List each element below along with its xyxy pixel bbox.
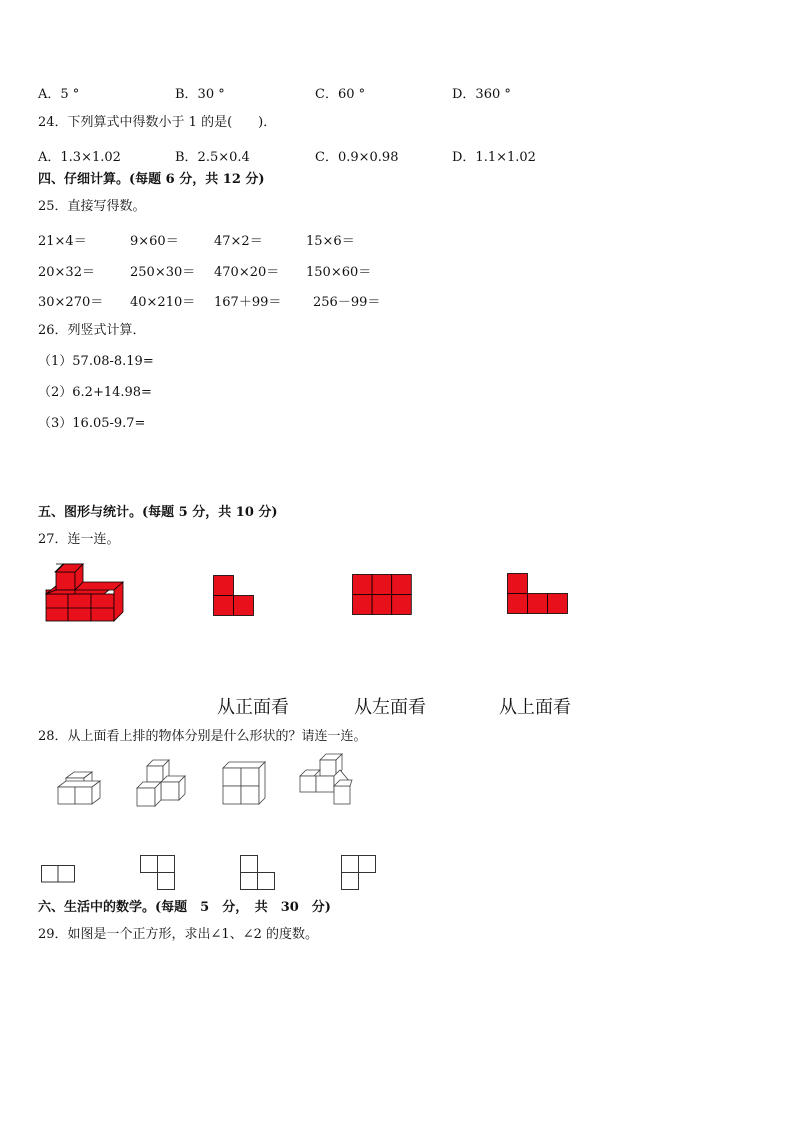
q25-cell: 167＋99＝ [214, 295, 282, 310]
q28-object-3 [223, 762, 267, 806]
q28-view-2 [140, 855, 176, 891]
q23-option-a[interactable]: A．5 ° [38, 87, 80, 102]
q28-stem: 28．从上面看上排的物体分别是什么形状的？请连一连。 [38, 729, 367, 744]
q25-cell: 20×32＝ [38, 265, 95, 280]
q24-option-a[interactable]: A．1.3×1.02 [38, 150, 121, 165]
q27-stem: 27．连一连。 [38, 532, 120, 547]
q25-cell: 250×30＝ [130, 265, 196, 280]
q28-object-4 [300, 754, 354, 808]
section6-heading: 六、生活中的数学。(每题 5 分， 共 30 分) [38, 900, 331, 915]
q24-option-b[interactable]: B．2.5×0.4 [175, 150, 250, 165]
q28-object-2 [137, 760, 187, 810]
q24-option-d[interactable]: D．1.1×1.02 [452, 150, 536, 165]
view-label-front: 从正面看 [217, 697, 289, 718]
q25-cell: 470×20＝ [214, 265, 280, 280]
q27-view-top-shape [352, 574, 412, 616]
section5-heading: 五、图形与统计。(每题 5 分，共 10 分) [38, 505, 278, 520]
q26-item-1: （1）57.08-8.19= [38, 354, 154, 369]
q25-cell: 47×2＝ [214, 234, 263, 249]
q25-cell: 15×6＝ [306, 234, 355, 249]
q28-view-1 [41, 865, 75, 883]
q25-cell: 40×210＝ [130, 295, 196, 310]
q25-cell: 21×4＝ [38, 234, 87, 249]
q23-option-d[interactable]: D．360 ° [452, 87, 511, 102]
q24-stem: 24．下列算式中得数小于 1 的是( )． [38, 115, 277, 130]
q29-stem: 29．如图是一个正方形，求出∠1、∠2 的度数。 [38, 927, 319, 942]
q26-item-3: （3）16.05-9.7= [38, 416, 146, 431]
q25-stem: 25．直接写得数。 [38, 199, 146, 214]
q28-object-1 [58, 772, 102, 806]
q24-option-c[interactable]: C．0.9×0.98 [315, 150, 399, 165]
view-label-left: 从左面看 [354, 697, 426, 718]
q25-cell: 9×60＝ [130, 234, 179, 249]
q25-cell: 256－99＝ [313, 295, 381, 310]
section4-heading: 四、仔细计算。(每题 6 分，共 12 分) [38, 172, 265, 187]
q28-view-4 [341, 855, 377, 891]
q27-view-left-shape [213, 575, 255, 616]
view-label-top: 从上面看 [499, 697, 571, 718]
q25-cell: 30×270＝ [38, 295, 104, 310]
q28-view-3 [240, 855, 276, 891]
q23-option-b[interactable]: B．30 ° [175, 87, 225, 102]
q27-solid-figure [46, 564, 126, 624]
q25-cell: 150×60＝ [306, 265, 372, 280]
q23-option-c[interactable]: C．60 ° [315, 87, 366, 102]
q26-item-2: （2）6.2+14.98= [38, 385, 152, 400]
q27-view-front-shape [507, 573, 568, 615]
q26-stem: 26．列竖式计算． [38, 323, 146, 338]
